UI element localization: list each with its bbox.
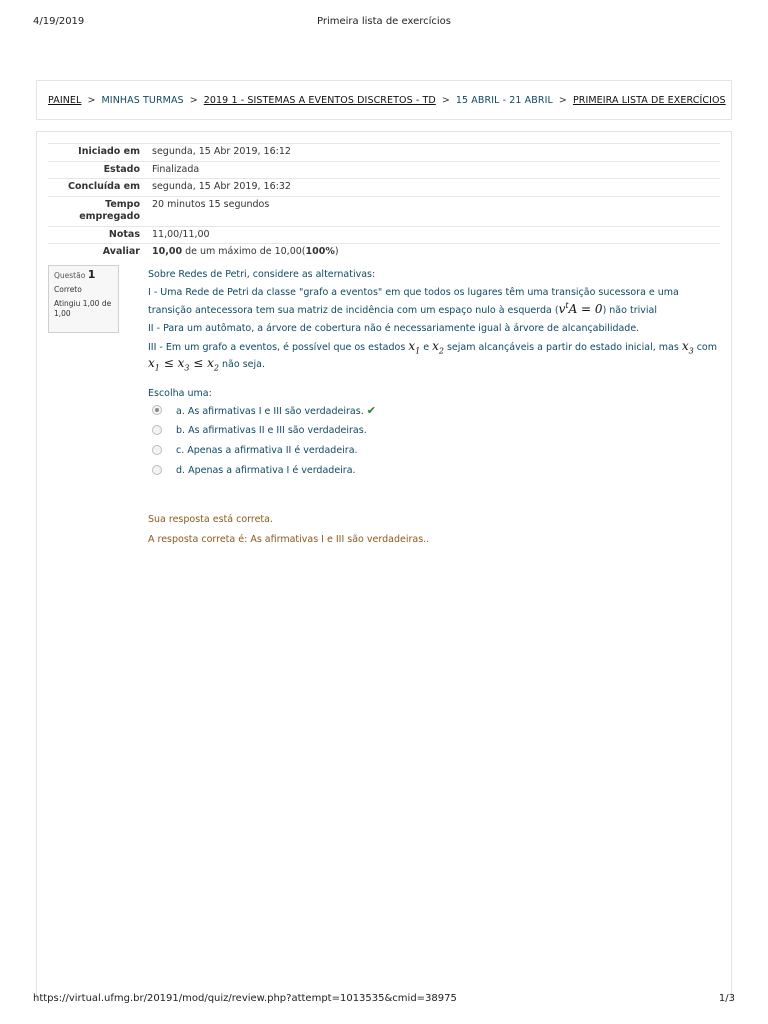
math-x2 [432, 339, 444, 356]
math-x: x [432, 339, 439, 353]
answer-option-label: b. As afirmativas II e III são verdadeiras. [176, 424, 367, 436]
table-row [48, 196, 720, 226]
math-sub: 2 [213, 363, 219, 373]
answer-option-d[interactable] [148, 464, 720, 484]
feedback-status: Sua resposta está correta. [148, 514, 273, 525]
statement-3 [148, 340, 720, 375]
started-value: segunda, 15 Abr 2019, 16:12 [146, 144, 720, 162]
question-mark: Atingiu 1,00 de 1,00 [54, 299, 112, 318]
question-feedback [148, 510, 429, 550]
print-footer [33, 993, 735, 1007]
checkmark-icon: ✔ [366, 403, 376, 417]
completed-label: Concluída em [48, 179, 146, 197]
question-label: Questão [54, 271, 86, 280]
attempt-summary-table [48, 143, 720, 261]
answer-option-b[interactable] [148, 424, 720, 444]
feedback-correct-answer: A resposta correta é: As afirmativas I e III são verdadeiras.. [148, 534, 430, 545]
statement-1-end: ) não trivial [602, 305, 657, 316]
grade-value [146, 244, 720, 261]
radio[interactable] [152, 445, 162, 455]
marks-value: 11,00/11,00 [146, 226, 720, 244]
question-number-value: 1 [87, 268, 96, 281]
question-number [54, 270, 113, 281]
breadcrumb-week[interactable]: 15 ABRIL - 21 ABRIL [455, 95, 553, 106]
math-sub: 3 [688, 346, 694, 356]
math-sub: 1 [415, 346, 421, 356]
question-status: Correto [54, 285, 82, 294]
breadcrumb-separator: > [87, 95, 96, 106]
choose-label: Escolha uma: [148, 387, 212, 399]
math-x: x [207, 356, 214, 371]
math-le: ≤ [189, 356, 208, 371]
statement-1-math [559, 302, 603, 316]
statement-3-b: e [420, 342, 433, 353]
statement-3-d: com [693, 342, 717, 353]
grade-label: Avaliar [48, 244, 146, 261]
breadcrumb-separator: > [189, 95, 198, 106]
answer-option-a[interactable] [148, 404, 720, 424]
table-row [48, 144, 720, 162]
answer-option-label: d. Apenas a afirmativa I é verdadeira. [176, 464, 356, 476]
breadcrumb-quiz[interactable]: PRIMEIRA LISTA DE EXERCÍCIOS [572, 95, 726, 106]
state-value: Finalizada [146, 161, 720, 179]
math-x: x [681, 339, 689, 353]
breadcrumb-separator: > [441, 95, 450, 106]
radio-selected[interactable] [152, 405, 162, 415]
math-eq: A = 0 [568, 302, 603, 316]
radio[interactable] [152, 425, 162, 435]
breadcrumb [48, 95, 726, 106]
question-intro: Sobre Redes de Petri, considere as alternativas: [148, 269, 376, 280]
math-v: v [558, 302, 566, 316]
table-row [48, 179, 720, 197]
grade-close: ) [334, 246, 339, 257]
breadcrumb-painel[interactable]: PAINEL [48, 95, 82, 106]
math-x: x [148, 356, 155, 371]
time-label: Tempo empregado [48, 196, 146, 226]
breadcrumb-course[interactable]: 2019 1 - SISTEMAS A EVENTOS DISCRETOS - TD [203, 95, 436, 106]
math-x1 [408, 339, 421, 356]
math-inequality [148, 356, 219, 373]
math-x: x [408, 339, 416, 353]
statement-3-e: não seja. [219, 359, 265, 371]
answer-option-label: c. Apenas a afirmativa II é verdadeira. [176, 444, 358, 456]
breadcrumb-separator: > [558, 95, 567, 106]
math-x3 [681, 339, 694, 356]
grade-percent: 100% [305, 246, 335, 257]
print-header [33, 16, 735, 30]
math-sub: 1 [154, 363, 160, 373]
grade-max: de um máximo de 10,00( [182, 246, 306, 257]
completed-value: segunda, 15 Abr 2019, 16:32 [146, 179, 720, 197]
print-title: Primeira lista de exercícios [316, 16, 452, 27]
print-page-number: 1/3 [718, 993, 735, 1004]
statement-3-a: III - Em um grafo a eventos, é possível que os estados [148, 342, 409, 353]
statement-1 [148, 286, 720, 317]
content-region [36, 131, 732, 1001]
statement-3-c: sejam alcançáveis a partir do estado inicial, mas [443, 342, 682, 353]
breadcrumb-container [36, 80, 732, 120]
math-le: ≤ [159, 356, 178, 371]
answer-option-label: a. As afirmativas I e III são verdadeiras. [176, 405, 364, 417]
math-sub: 2 [438, 346, 444, 356]
state-label: Estado [48, 161, 146, 179]
marks-label: Notas [48, 226, 146, 244]
breadcrumb-minhas-turmas[interactable]: MINHAS TURMAS [101, 95, 184, 106]
answer-option-c[interactable] [148, 444, 720, 464]
math-x: x [177, 356, 185, 371]
statement-1-text: I - Uma Rede de Petri da classe "grafo a eventos" em que todos os lugares têm uma transição sucessora e uma transição antecessora tem sua matriz de incidência com um espaço nulo à esquerda ( [148, 287, 679, 316]
print-date: 4/19/2019 [33, 16, 85, 27]
time-value: 20 minutos 15 segundos [146, 196, 720, 226]
started-label: Iniciado em [48, 144, 146, 162]
table-row [48, 244, 720, 261]
question-formulation [144, 268, 720, 484]
grade-score: 10,00 [152, 246, 183, 257]
table-row [48, 161, 720, 179]
radio[interactable] [152, 465, 162, 475]
print-url: https://virtual.ufmg.br/20191/mod/quiz/review.php?attempt=1013535&cmid=38975 [33, 993, 457, 1004]
table-row [48, 226, 720, 244]
question-info-box [48, 265, 119, 333]
math-sup-t: t [565, 301, 569, 310]
math-sub: 3 [184, 363, 190, 373]
statement-2: II - Para um autômato, a árvore de cobertura não é necessariamente igual à árvore de alcançabilidade. [148, 323, 640, 334]
